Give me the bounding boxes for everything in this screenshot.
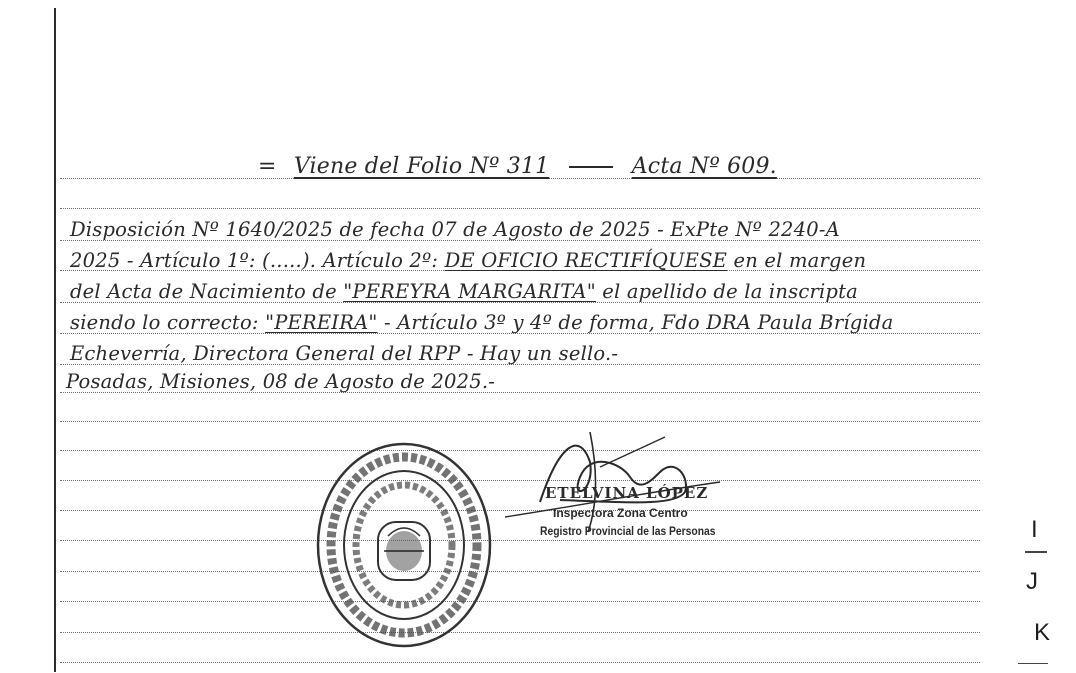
ruled-line <box>60 571 980 572</box>
margin-letter-j: J <box>1026 568 1038 595</box>
header-dash <box>569 166 613 168</box>
folio-header <box>258 154 777 179</box>
viene-del-folio: Viene del Folio Nº 311 <box>293 154 550 179</box>
margin-tick <box>1025 551 1047 553</box>
original-surname: "PEREYRA MARGARITA" <box>343 280 596 303</box>
body-line-1: Disposición Nº 1640/2025 de fecha 07 de Agosto de 2025 - ExPte Nº 2240-A <box>70 218 840 241</box>
body-line-4-end: - Artículo 3º y 4º de forma, Fdo DRA Paula Brígida <box>383 311 894 334</box>
body-line-2-end: en el margen <box>733 249 867 272</box>
body-line-2 <box>70 249 866 272</box>
rectifiquese-text: DE OFICIO RECTIFÍQUESE <box>444 249 728 272</box>
body-line-5: Echeverría, Directora General del RPP - Hay un sello.- <box>70 342 619 365</box>
acta-number: Acta Nº 609. <box>631 154 777 179</box>
body-line-2-start: 2025 - Artículo 1º: (.....). Artículo 2º: <box>70 249 439 272</box>
signatory-name: ETELVINA LÓPEZ <box>545 484 709 502</box>
signatory-office: Registro Provincial de las Personas <box>540 524 716 538</box>
ruled-line <box>60 632 980 633</box>
ruled-line <box>60 208 980 209</box>
official-stamp <box>314 440 494 650</box>
place-date-line: Posadas, Misiones, 08 de Agosto de 2025.- <box>66 370 496 393</box>
body-line-4-start: siendo lo correcto: <box>70 311 259 334</box>
margin-letter-i: I <box>1031 516 1038 543</box>
ruled-line <box>60 601 980 602</box>
body-line-3 <box>70 280 858 303</box>
body-line-4 <box>70 311 893 334</box>
left-margin-line <box>54 8 56 672</box>
margin-letter-k: K <box>1034 619 1051 646</box>
corrected-surname: "PEREIRA" <box>265 311 378 334</box>
margin-tick <box>1018 663 1048 664</box>
header-prefix: = <box>258 154 277 179</box>
body-line-3-start: del Acta de Nacimiento de <box>70 280 337 303</box>
signatory-title: Inspectora Zona Centro <box>553 506 688 520</box>
ruled-line <box>60 662 980 663</box>
body-line-3-end: el apellido de la inscripta <box>602 280 858 303</box>
